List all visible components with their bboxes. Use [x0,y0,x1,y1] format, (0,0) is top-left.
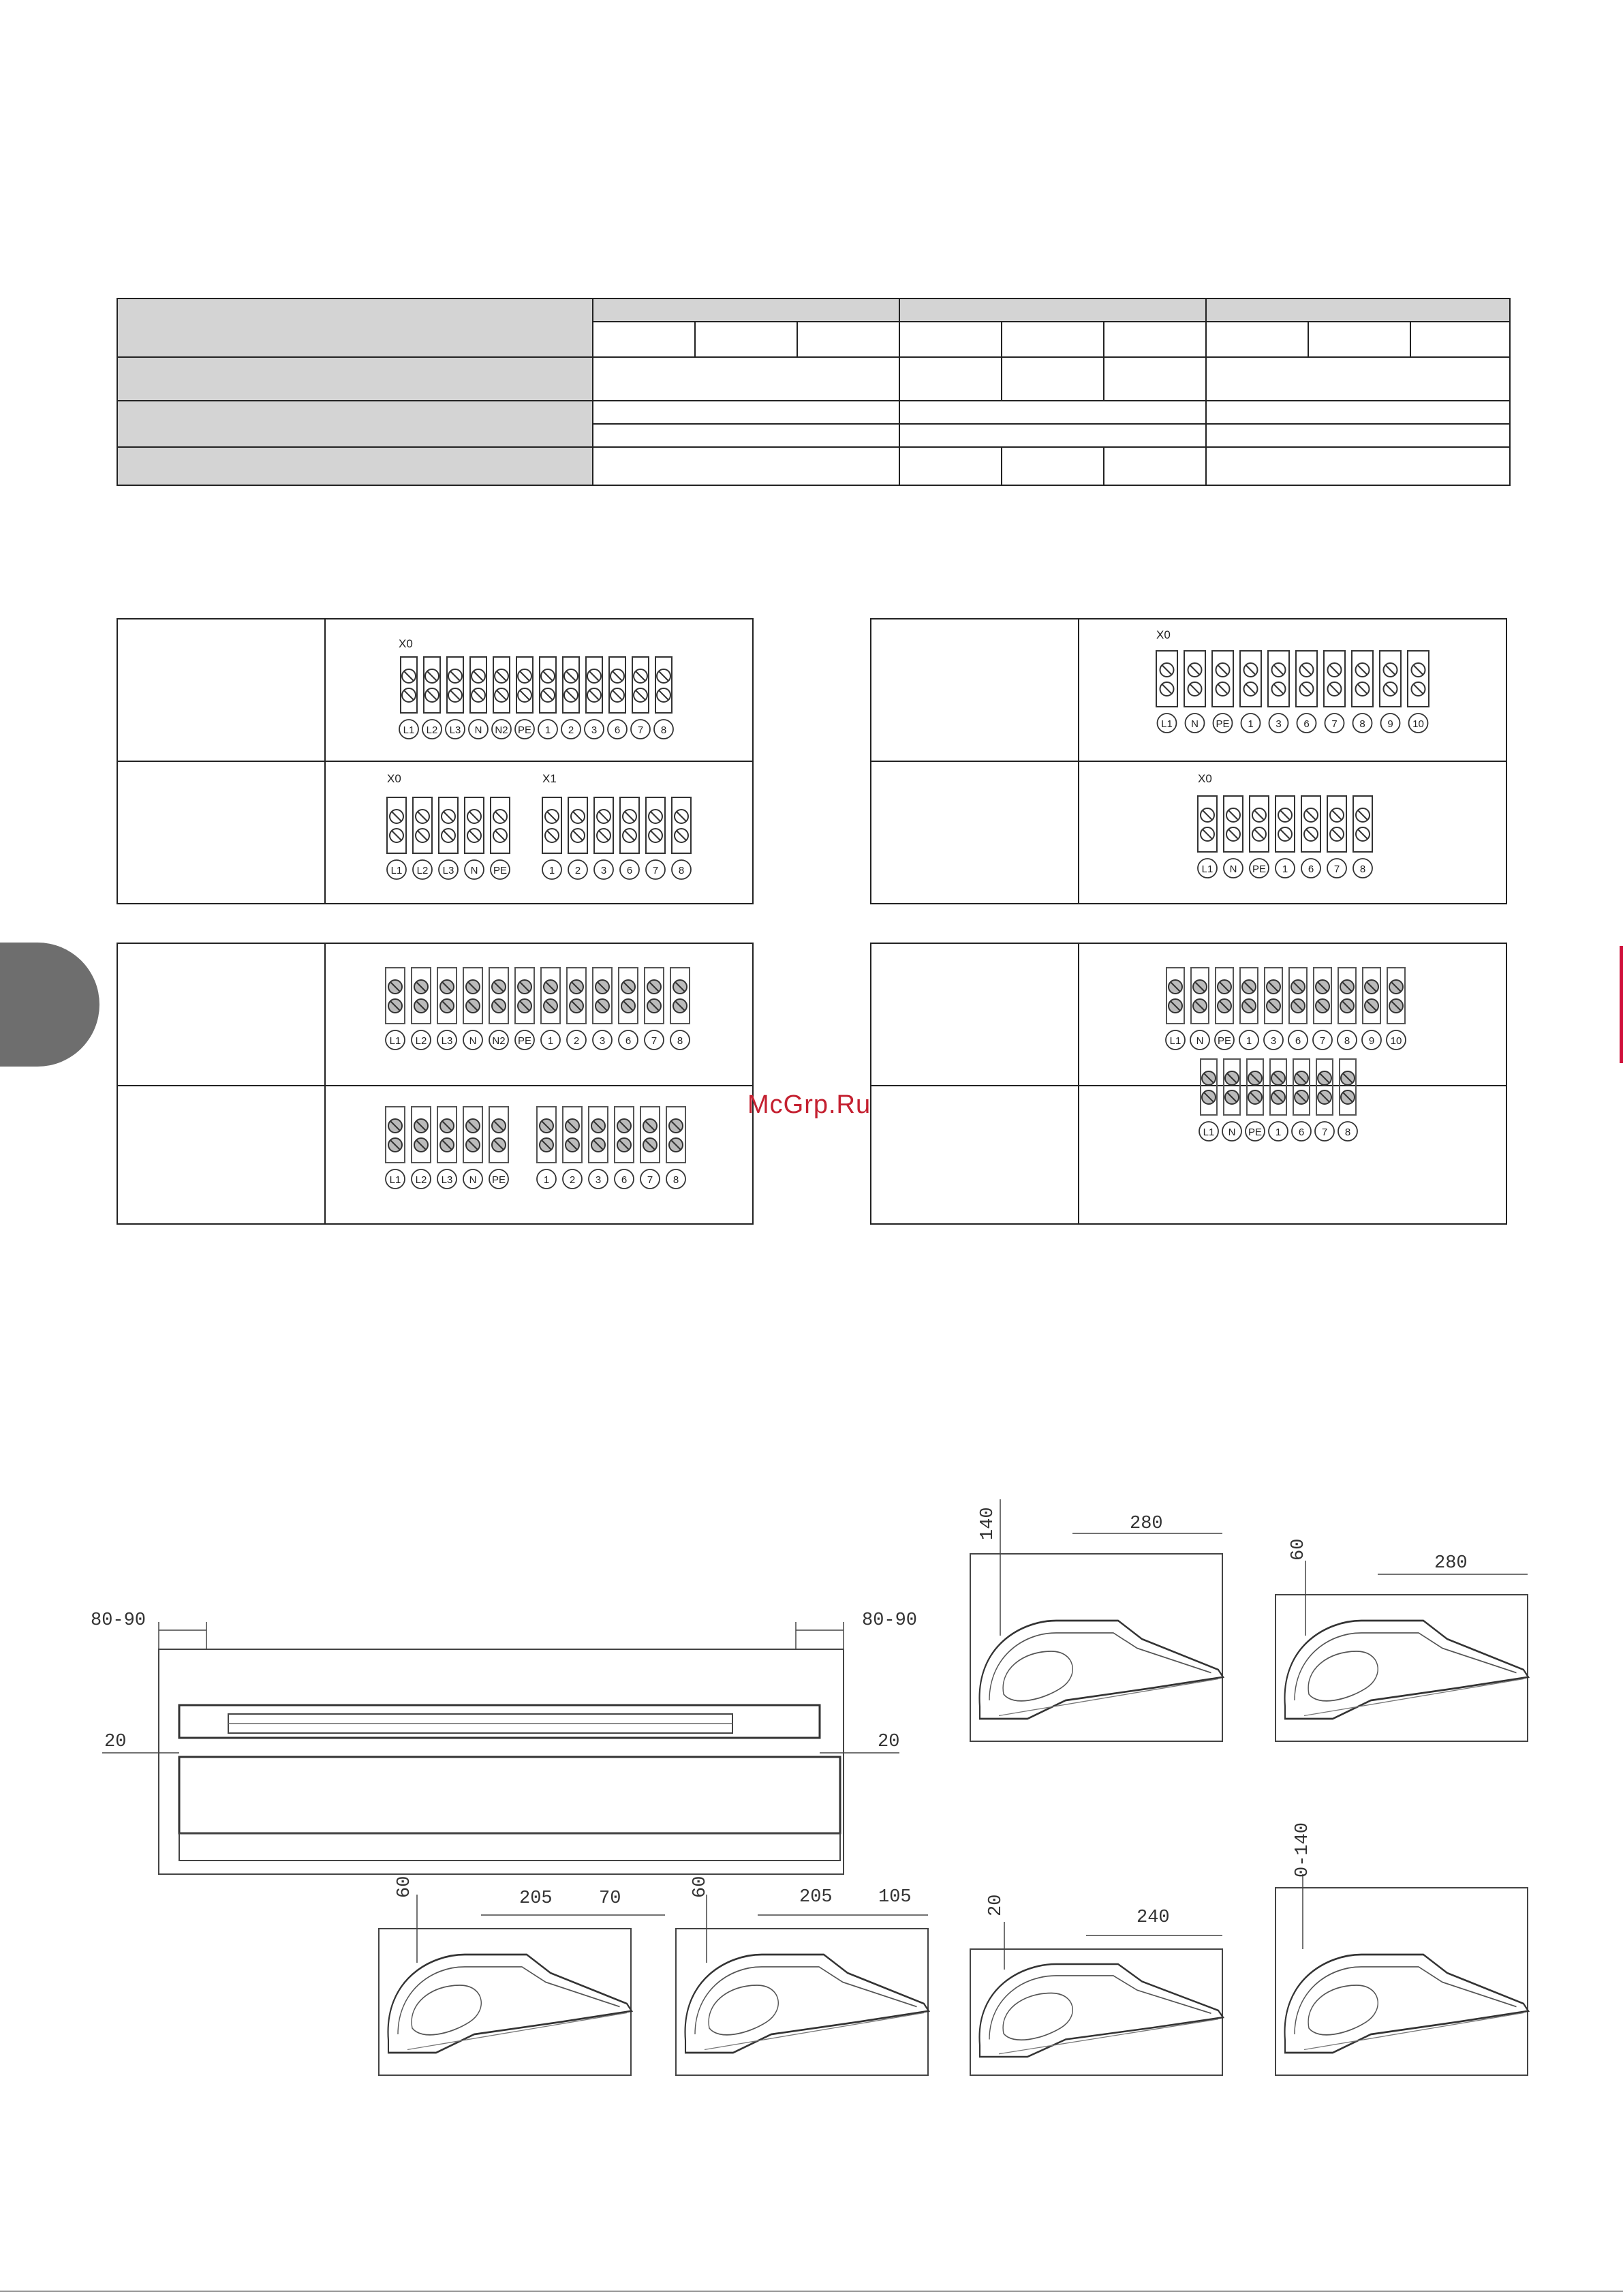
terminal-a_bottom_x1-7 [646,797,665,879]
terminal-label: 7 [647,1174,653,1186]
terminal-label: 7 [637,724,644,736]
terminal-label: 6 [1298,1127,1305,1138]
terminal-a_top-6 [608,657,627,739]
terminal-label: 3 [599,1035,606,1047]
dim-view5-side: 240 [1137,1908,1170,1928]
terminal-label: L1 [1203,1127,1215,1138]
terminal-label: 10 [1390,1035,1402,1047]
dim-view3-a: 205 [519,1888,553,1909]
terminal-label: L1 [1201,863,1214,875]
terminal-label: 6 [1303,718,1310,730]
terminal-label: N2 [495,724,508,736]
dim-view3-b: 70 [599,1888,621,1909]
terminal-a_top-2 [567,968,586,1050]
terminal-label: N [469,1035,477,1047]
terminal-b_bottom-7 [1315,1059,1334,1141]
terminal-a_top-2 [561,657,581,739]
terminal-b_bottom-1 [1276,796,1295,878]
group-label-x0-b: X0 [387,772,401,785]
terminal-label: 9 [1368,1035,1375,1047]
terminal-b_bottom-L1 [1198,796,1217,878]
terminal-a_top-L2 [422,657,442,739]
dim-view5-top: 20 [986,1894,1006,1916]
terminal-a_bottom_x1-2 [563,1107,582,1189]
terminal-b_top-10 [1387,968,1406,1050]
terminal-label: 1 [1282,863,1288,875]
terminal-label: N [1229,863,1237,875]
terminal-a_top-PE [515,657,534,739]
terminal-label: 8 [1359,718,1365,730]
terminal-a_bottom_x0-L3 [439,797,458,879]
profile-view-2 [1276,1561,1528,1741]
terminal-b_top-7 [1313,968,1332,1050]
terminal-label: PE [517,1035,532,1047]
terminal-a_top-N [463,968,482,1050]
terminal-label: 6 [626,865,633,876]
terminal-label: 7 [1333,863,1340,875]
terminal-label: L1 [1169,1035,1181,1047]
terminal-a_top-N [469,657,488,739]
terminal-b_top-1 [1239,968,1258,1050]
terminal-a_top-L1 [399,657,418,739]
dim-front-side-right: 20 [878,1732,900,1752]
terminal-label: N [469,1174,477,1186]
terminal-label: N2 [492,1035,506,1047]
terminal-label: L2 [415,1174,427,1186]
terminal-a_bottom_x1-8 [666,1107,685,1189]
terminal-a_bottom_x1-1 [542,797,561,879]
terminal-b_top-8 [1352,651,1373,733]
terminal-label: L1 [403,724,415,736]
terminal-a_bottom_x1-2 [568,797,587,879]
terminal-label: L3 [441,1174,453,1186]
terminal-label: 1 [544,724,551,736]
terminal-b_bottom-N [1222,1059,1241,1141]
terminal-b_top-7 [1324,651,1345,733]
terminal-b_top-6 [1288,968,1308,1050]
terminal-label: PE [1248,1127,1263,1138]
terminal-a_bottom_x0-L2 [413,797,432,879]
terminal-a_bottom_x0-PE [491,797,510,879]
terminal-label: PE [517,724,532,736]
group-label-x0-a: X0 [399,637,413,650]
terminal-a_bottom_x1-8 [672,797,691,879]
group-label-x0-d: X0 [1198,772,1212,785]
terminal-b_bottom-PE [1246,1059,1265,1141]
terminal-label: PE [491,1174,506,1186]
profile-view-1 [970,1499,1223,1741]
terminal-a_top-L1 [386,968,405,1050]
terminal-a_bottom_x0-L1 [386,1107,405,1189]
terminal-b_bottom-8 [1338,1059,1357,1141]
terminal-a_top-L3 [446,657,465,739]
terminal-label: N [474,724,482,736]
terminal-a_bottom_x1-7 [640,1107,660,1189]
terminal-a_top-3 [585,657,604,739]
terminal-label: 7 [651,1035,658,1047]
dim-view6-top: 0-140 [1293,1822,1313,1878]
profile-view-3 [379,1895,665,2075]
terminal-label: 8 [678,865,685,876]
terminal-a_top-1 [541,968,560,1050]
terminal-label: L3 [442,865,454,876]
terminal-label: 8 [673,1174,679,1186]
terminal-a_bottom_x0-N [463,1107,482,1189]
dim-view4-b: 105 [878,1887,912,1908]
terminal-label: 8 [660,724,667,736]
terminal-label: N [470,865,478,876]
terminal-label: 8 [677,1035,683,1047]
dim-front-left: 80-90 [91,1610,146,1631]
group-label-x1: X1 [542,772,557,785]
terminal-b_top-6 [1296,651,1317,733]
terminal-label: 6 [621,1174,628,1186]
terminal-b_top-N [1190,968,1209,1050]
terminal-a_top-L2 [412,968,431,1050]
terminal-label: L2 [415,1035,427,1047]
terminal-label: 8 [1344,1035,1350,1047]
terminal-label: 8 [1344,1127,1351,1138]
terminal-label: 6 [1295,1035,1301,1047]
terminal-label: 7 [1319,1035,1326,1047]
terminal-label: PE [493,865,508,876]
dim-view2-top: 60 [1288,1538,1309,1561]
terminal-label: 2 [574,865,581,876]
dim-view3-top: 60 [395,1876,415,1898]
profile-view-6 [1276,1874,1528,2075]
dim-front-side-left: 20 [104,1732,127,1752]
terminal-label: PE [1252,863,1267,875]
terminal-b_bottom-1 [1269,1059,1288,1141]
terminal-a_top-PE [515,968,534,1050]
terminal-a_bottom_x1-3 [589,1107,608,1189]
terminal-label: 3 [595,1174,602,1186]
dim-view1-side: 280 [1130,1514,1163,1534]
terminal-b_bottom-N [1224,796,1243,878]
terminal-label: N [1228,1127,1236,1138]
terminal-label: N [1196,1035,1204,1047]
terminal-label: 7 [652,865,659,876]
terminal-b_top-8 [1338,968,1357,1050]
terminal-label: 6 [625,1035,632,1047]
dim-view4-a: 205 [799,1887,833,1908]
terminal-label: 1 [1275,1127,1282,1138]
terminal-label: 3 [1270,1035,1277,1047]
dimension-drawings [0,1486,1623,2099]
terminal-label: PE [1216,718,1230,730]
terminal-b_top-9 [1362,968,1381,1050]
terminal-a_top-7 [631,657,650,739]
terminal-a_top-3 [593,968,612,1050]
terminal-label: L3 [441,1035,453,1047]
terminal-label: 2 [573,1035,580,1047]
dim-view4-top: 60 [690,1876,711,1898]
terminal-a_bottom_x0-N [465,797,484,879]
dim-view1-top: 140 [978,1507,998,1540]
terminal-label: N [1191,718,1199,730]
terminal-label: 7 [1331,718,1338,730]
terminal-label: 3 [591,724,598,736]
terminal-a_top-1 [538,657,557,739]
terminal-a_top-7 [645,968,664,1050]
terminal-b_top-3 [1268,651,1289,733]
terminal-b_top-10 [1408,651,1429,733]
terminal-label: 1 [547,1035,554,1047]
terminal-b_top-PE [1212,651,1233,733]
terminal-label: 2 [568,724,574,736]
terminal-label: L2 [416,865,429,876]
terminal-a_top-N2 [489,968,508,1050]
terminal-a_top-8 [654,657,673,739]
terminal-label: 3 [1276,718,1282,730]
group-label-x0-c: X0 [1156,628,1171,641]
terminal-label: PE [1217,1035,1232,1047]
terminal-b_bottom-6 [1301,796,1320,878]
terminal-label: L1 [389,1174,401,1186]
terminal-a_bottom_x1-3 [594,797,613,879]
watermark: McGrp.Ru [747,1090,871,1119]
front-view [102,1622,899,1874]
terminal-label: 1 [548,865,555,876]
terminal-b_bottom-8 [1353,796,1372,878]
terminal-b_bottom-PE [1250,796,1269,878]
terminal-label: 6 [1308,863,1314,875]
profile-view-5 [970,1922,1223,2075]
terminal-label: 7 [1321,1127,1328,1138]
terminal-a_top-8 [670,968,690,1050]
terminal-b_bottom-L1 [1199,1059,1218,1141]
terminal-a_top-6 [619,968,638,1050]
terminal-label: 9 [1387,718,1393,730]
terminal-label: 1 [1248,718,1254,730]
terminal-label: 1 [543,1174,550,1186]
terminal-label: L1 [390,865,403,876]
terminal-a_bottom_x0-L1 [387,797,406,879]
terminal-label: 3 [600,865,607,876]
terminal-b_top-PE [1215,968,1234,1050]
terminal-b_top-L1 [1166,968,1185,1050]
terminal-label: 2 [569,1174,576,1186]
terminal-label: 1 [1246,1035,1252,1047]
page-bottom-rule [0,2291,1623,2292]
terminal-b_top-L1 [1156,651,1177,733]
terminal-label: 10 [1412,718,1424,730]
terminal-b_bottom-7 [1327,796,1346,878]
terminal-a_bottom_x0-L2 [412,1107,431,1189]
terminal-b_bottom-6 [1292,1059,1311,1141]
terminal-a_bottom_x1-6 [620,797,639,879]
terminal-label: L3 [449,724,461,736]
terminal-b_top-1 [1240,651,1261,733]
terminal-label: 8 [1359,863,1366,875]
terminal-a_bottom_x0-L3 [437,1107,457,1189]
terminal-b_top-9 [1380,651,1401,733]
terminal-a_bottom_x0-PE [489,1107,508,1189]
dim-view2-side: 280 [1434,1553,1468,1574]
terminal-a_bottom_x1-1 [537,1107,556,1189]
dim-front-right: 80-90 [862,1610,918,1631]
terminal-label: L1 [1161,718,1173,730]
terminal-b_top-N [1184,651,1205,733]
terminal-b_top-3 [1264,968,1283,1050]
terminal-label: 6 [614,724,621,736]
profile-view-4 [676,1895,929,2075]
terminal-a_top-N2 [492,657,511,739]
terminal-label: L2 [426,724,438,736]
terminal-block-group [386,651,1429,1189]
terminal-label: L1 [389,1035,401,1047]
terminal-a_bottom_x1-6 [615,1107,634,1189]
terminal-a_top-L3 [437,968,457,1050]
